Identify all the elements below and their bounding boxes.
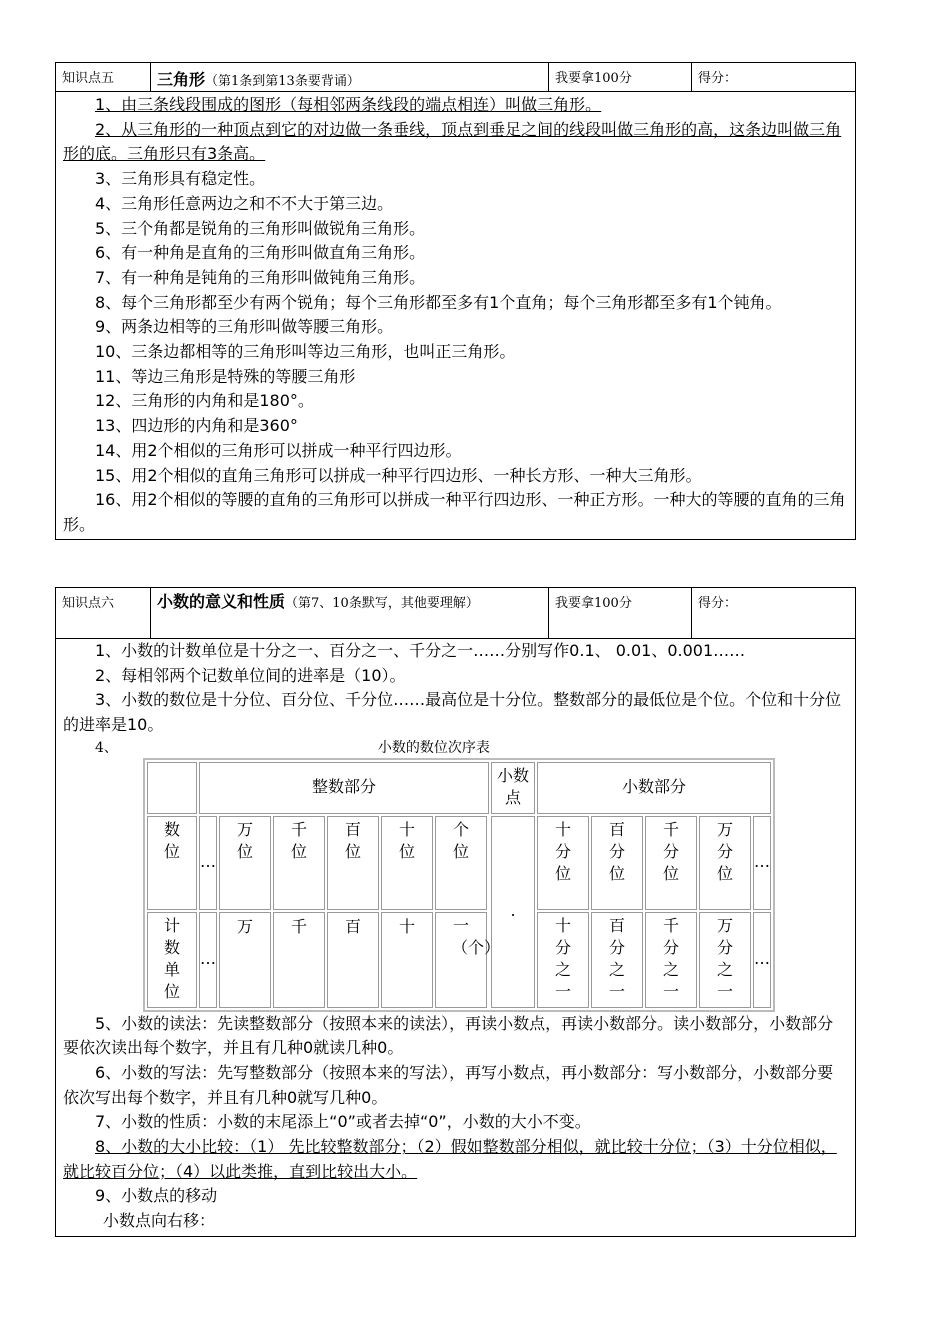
- place-hundredths: 百分位: [591, 816, 643, 910]
- section-5-title: [151, 63, 549, 91]
- unit-qian: 千: [273, 912, 325, 1008]
- section-6-score: 得分：: [698, 596, 738, 611]
- item-6-3: 3、小数的数位是十分位、百分位、千分位……最高位是十分位。整数部分的最低位是个位。个位和十分位的进率是10。: [63, 690, 842, 735]
- item-5-15: 15、用2个相似的直角三角形可以拼成一种平行四边形、一种长方形、一种大三角形。: [95, 465, 702, 485]
- item-5-2: 2、从三角形的一种顶点到它的对边做一条垂线，顶点到垂足之间的线段叫做三角形的高，这条边叫做三角形的底。三角形只有3条高。: [63, 119, 842, 164]
- unit-hundredths: 百分之一: [591, 912, 643, 1008]
- place-tenths: 十分位: [537, 816, 589, 910]
- int-ellipsis-2: …: [199, 912, 217, 1008]
- dec-ellipsis-2: …: [753, 912, 771, 1008]
- table-caption: 小数的数位次序表: [377, 739, 490, 756]
- section-6-goal: 我要拿100分: [549, 588, 692, 638]
- item-6-9: 9、小数点的移动: [95, 1186, 218, 1206]
- place-ten-thousandths: 万分位: [699, 816, 751, 910]
- item-6-5: 5、小数的读法：先读整数部分（按照本来的读法），再读小数点，再读小数部分。读小数部分，小数部分要依次读出每个数字，并且有几种0就读几种0。: [63, 1013, 834, 1058]
- row-label-places: 数位: [147, 816, 197, 910]
- item-6-8: 8、小数的大小比较：（1） 先比较整数部分；（2）假如整数部分相似，就比较十分位；（3）十分位相似，就比较百分位；（4）以此类推，直到比较出大小。: [63, 1137, 837, 1181]
- section-5: [55, 62, 856, 540]
- unit-thousandths: 千分之一: [645, 912, 697, 1008]
- place-value-section: [63, 738, 849, 1012]
- section-6-label: 知识点六: [56, 588, 151, 638]
- place-wan: 万位: [219, 816, 271, 910]
- int-ellipsis-1: …: [199, 816, 217, 910]
- unit-shi: 十: [381, 912, 433, 1008]
- item-5-9: 9、两条边相等的三角形叫做等腰三角形。: [95, 317, 394, 337]
- place-thousandths: 千分位: [645, 816, 697, 910]
- item-5-10: 10、三条边都相等的三角形叫等边三角形，也叫正三角形。: [95, 342, 516, 362]
- item-5-5: 5、三个角都是锐角的三角形叫做锐角三角形。: [95, 218, 426, 238]
- item-5-16: 16、用2个相似的等腰的直角的三角形可以拼成一种平行四边形、一种正方形。一种大的等腰的直角的三角形。: [63, 490, 846, 534]
- integer-part-header: 整数部分: [199, 762, 489, 814]
- item-5-6: 6、有一种角是直角的三角形叫做直角三角形。: [95, 243, 426, 263]
- unit-wan: 万: [219, 912, 271, 1008]
- place-bai: 百位: [327, 816, 379, 910]
- section-6-title: [151, 588, 549, 638]
- place-value-table: [143, 758, 775, 1012]
- item-6-7: 7、小数的性质：小数的末尾添上“0”或者去掉“0”，小数的大小不变。: [95, 1112, 591, 1132]
- section-5-score: 得分：: [698, 71, 738, 86]
- section-5-note: （第1条到第13条要背诵）: [205, 74, 360, 89]
- place-ge: 个位: [435, 816, 487, 910]
- item-6-6: 6、小数的写法：先写整数部分（按照本来的写法），再写小数点，再小数部分：写小数部分，小数部分要依次写出每个数字，并且有几种0就写几种0。: [63, 1062, 834, 1107]
- section-5-goal: 我要拿100分: [549, 63, 692, 91]
- item-5-4: 4、三角形任意两边之和不不大于第三边。: [95, 193, 394, 213]
- section-6-header: [56, 588, 855, 639]
- section-6-body: [56, 639, 855, 1236]
- item-5-14: 14、用2个相似的三角形可以拼成一种平行四边形。: [95, 440, 462, 460]
- point-header: 小数点: [491, 762, 535, 814]
- unit-bai: 百: [327, 912, 379, 1008]
- section-5-topic: 三角形: [157, 70, 206, 89]
- place-shi: 十位: [381, 816, 433, 910]
- section-6-note: （第7、10条默写，其他要理解）: [285, 596, 479, 611]
- section-5-body: [56, 92, 855, 539]
- table-corner: [147, 762, 197, 814]
- unit-ge: 一（个）: [435, 912, 487, 1008]
- dec-ellipsis-1: …: [753, 816, 771, 910]
- item-5-12: 12、三角形的内角和是180°。: [95, 391, 314, 411]
- section-5-header: [56, 63, 855, 92]
- place-qian: 千位: [273, 816, 325, 910]
- item-6-9-sub: 小数点向右移：: [103, 1211, 216, 1231]
- item-6-4-label: 4、: [95, 739, 118, 756]
- item-5-11: 11、等边三角形是特殊的等腰三角形: [95, 366, 356, 386]
- unit-tenths: 十分之一: [537, 912, 589, 1008]
- section-6: [55, 587, 856, 1237]
- item-5-3: 3、三角形具有稳定性。: [95, 169, 266, 189]
- section-5-label: 知识点五: [56, 63, 151, 91]
- item-6-1: 1、小数的计数单位是十分之一、百分之一、千分之一……分别写作0.1、 0.01、0.001……: [95, 641, 746, 660]
- item-5-7: 7、有一种角是钝角的三角形叫做钝角三角形。: [95, 267, 426, 287]
- decimal-part-header: 小数部分: [537, 762, 771, 814]
- section-6-topic: 小数的意义和性质: [157, 592, 286, 611]
- decimal-point: .: [491, 816, 535, 1008]
- item-5-1: 1、由三条线段围成的图形（每相邻两条线段的端点相连）叫做三角形。: [95, 95, 602, 114]
- item-5-13: 13、四边形的内角和是360°: [95, 416, 298, 436]
- row-label-units: 计数单位: [147, 912, 197, 1008]
- item-5-8: 8、每个三角形都至少有两个锐角；每个三角形都至多有1个直角；每个三角形都至多有1个钝角。: [95, 292, 782, 312]
- unit-ten-thousandths: 万分之一: [699, 912, 751, 1008]
- item-6-2: 2、每相邻两个记数单位间的进率是（10）。: [95, 665, 406, 685]
